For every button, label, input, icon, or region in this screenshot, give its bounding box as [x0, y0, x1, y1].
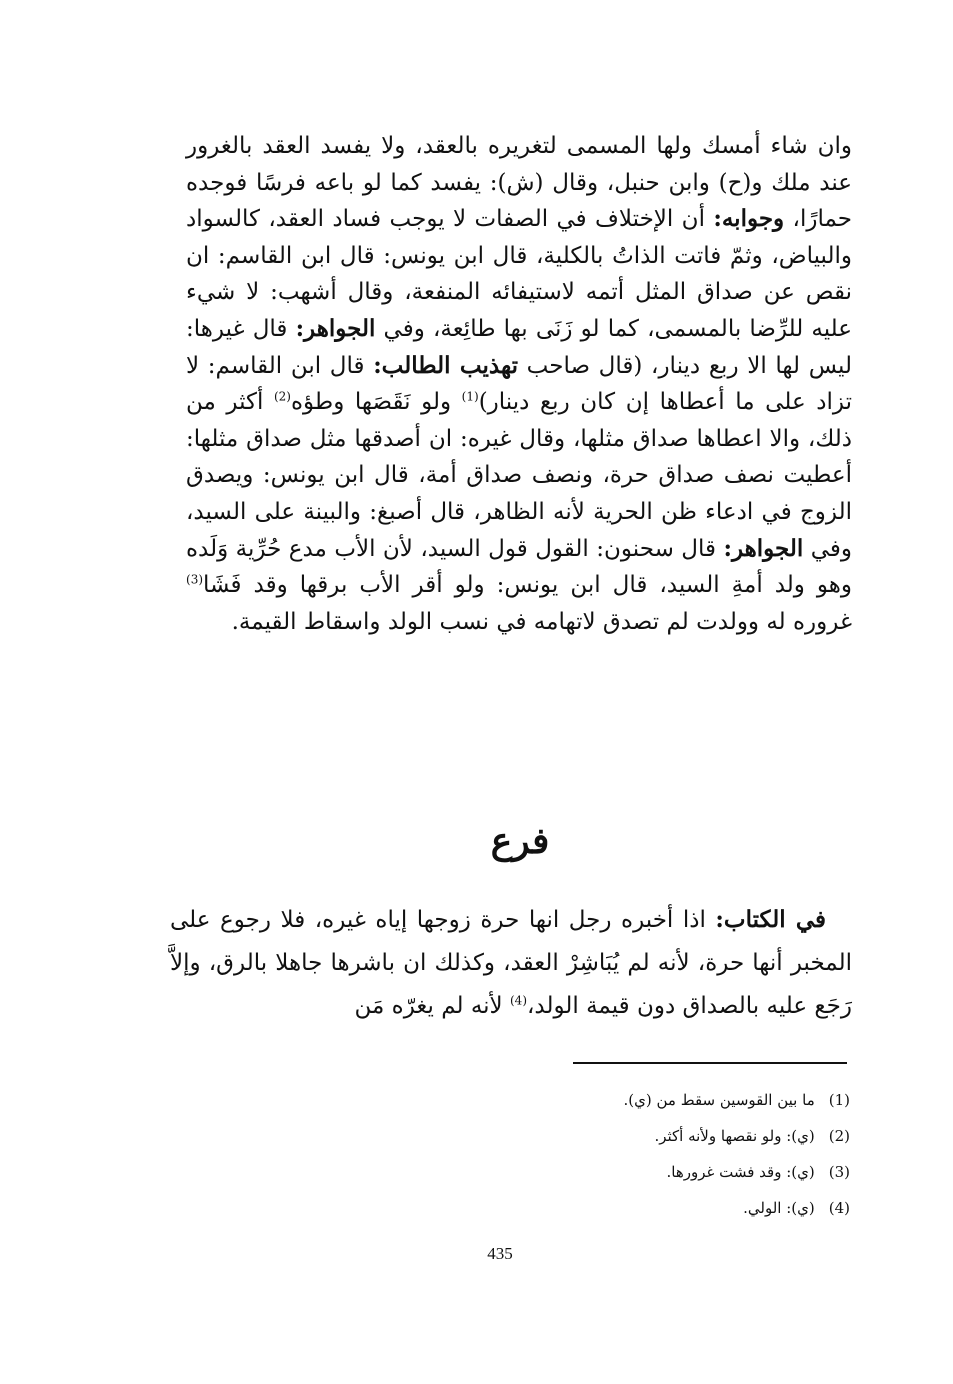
footnote-number: (4)	[828, 1199, 850, 1217]
footnote-item	[480, 1082, 850, 1118]
footnote-text: (ي): ولو نقصها ولأنه أكثر.	[654, 1127, 815, 1145]
footnote-item	[480, 1154, 850, 1190]
footnote-number: (2)	[828, 1127, 850, 1145]
footnotes-list	[480, 1082, 850, 1226]
text-run: غروره له وولدت لم تصدق لاتهامه في نسب الولد واسقاط القيمة.	[231, 608, 852, 635]
section-title: فرع	[490, 820, 550, 862]
footnote-marker-1: (1)	[461, 389, 479, 404]
footnote-text: (ي): وقد فشت غرورها.	[666, 1163, 815, 1181]
section-paragraph	[170, 898, 852, 1028]
footnote-text: (ي): الولي.	[743, 1199, 815, 1217]
text-run: ولو نَقَصَها وطؤه	[290, 389, 462, 416]
footnote-item	[480, 1118, 850, 1154]
text-run: لأنه لم يغرّه مَن	[354, 993, 510, 1019]
text-run: قال ابن القاسم: لا تزاد على ما أعطاها إن كان ربع دينار)	[186, 352, 852, 416]
main-paragraph	[186, 128, 852, 640]
text-run: أن الإختلاف في الصفات لا يوجب فساد العقد، كالسواد والبياض، وثمّ فاتت الذاتُ بالكلية، قال ابن يونس: قال ابن القاسم: ان نقص عن صداق المثل أتمه لاستيفائه المنفعة، وقال أشهب: لا شيء عليه للرِّضا بالمسمى، كما لو زَنَى بها طائِعة، وفي	[186, 206, 852, 342]
footnote-text: ما بين القوسين سقط من (ي).	[623, 1091, 815, 1109]
bold-term-jawahir: الجواهر:	[723, 534, 804, 562]
footnote-marker-2: (2)	[273, 389, 291, 404]
section-paragraph-text	[170, 898, 852, 1028]
text-run: أكثر من ذلك، والا اعطاها صداق مثلها، وقال غيره: ان أصدقها مثل صداق مثلها: أعطيت نصف صداق حرة، ونصف صداق أمة، قال ابن يونس: ويصدق الزوج في ادعاء ظن الحرية لأنه الظاهر، قال أصبغ: والبينة على السيد، وفي	[186, 389, 852, 562]
footnote-divider	[573, 1062, 847, 1064]
footnote-number: (3)	[828, 1163, 850, 1181]
bold-term-jawahir: الجواهر:	[295, 314, 376, 342]
text-run: وان شاء أمسك ولها المسمى لتغريره بالعقد، ولا يفسد العقد بالغرور عند ملك و(ح) وابن حنبل، وقال (ش): يفسد كما لو باعه فرسًا فوجده حمارًا،	[186, 133, 852, 233]
bold-term-kitab: في الكتاب:	[715, 906, 827, 933]
footnote-marker-3: (3)	[186, 572, 204, 587]
bold-term-jawab: وجوابه:	[713, 205, 785, 233]
page-number: 435	[487, 1244, 513, 1263]
footnote-item	[480, 1190, 850, 1226]
bold-term-tahdhib: تهذيب الطالب:	[373, 351, 518, 379]
text-run: اذا أخبره رجل انها حرة زوجها إياه غيره، فلا رجوع على المخبر أنها حرة، لأنه لم يُبَاشِرْ العقد، وكذلك ان باشرها جاهلا بالرق، وإلاَّ رَجَع عليه بالصداق دون قيمة الولد،	[170, 907, 852, 1019]
main-paragraph-text	[186, 128, 852, 640]
footnote-marker-4: (4)	[509, 993, 527, 1008]
text-run: قال سحنون: القول قول السيد، لأن الأب مدع حُرِّية وَلَده وهو ولد أمةِ السيد، قال ابن يونس: ولو أقر الأب برقها وقد فَشَا	[186, 535, 852, 599]
text-run: قال غيرها: ليس لها الا ربع دينار، (قال صاحب	[186, 315, 852, 379]
footnote-number: (1)	[828, 1091, 850, 1109]
